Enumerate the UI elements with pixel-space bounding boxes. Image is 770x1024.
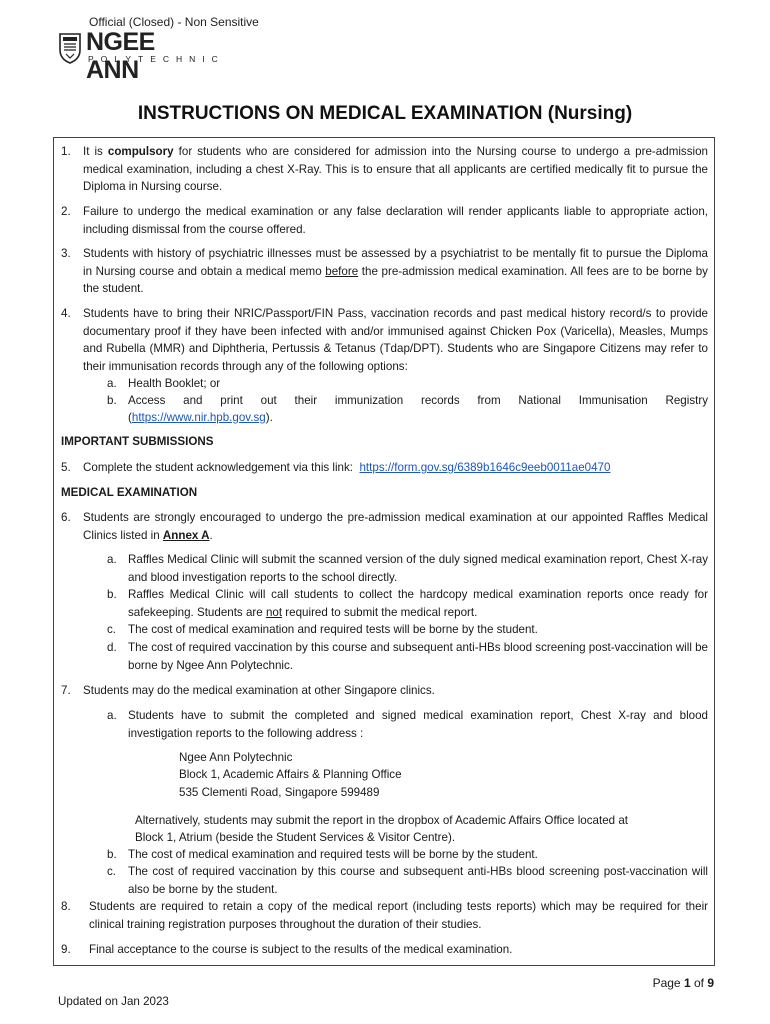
item-6b-label: b. (107, 588, 117, 601)
crest-icon (58, 32, 82, 64)
item-3-pre: Students with history of psychiatric illnesses must be assessed by a psychiatrist to be mentally fit to pursue the Diploma in Nursing course and obtain a medical memo (83, 247, 708, 278)
item-6d-text: The cost of required vaccination by this course and subsequent anti-HBs blood screening post-vaccination will be borne by Ngee Ann Polytechnic. (128, 641, 709, 672)
item-1-number: 1. (61, 145, 71, 158)
item-6d-label: d. (107, 641, 117, 654)
item-9-text: Final acceptance to the course is subject to the results of the medical examination. (89, 943, 513, 956)
item-7b-label: b. (107, 848, 117, 861)
alternative-line-2: Block 1, Atrium (beside the Student Services & Visitor Centre). (135, 831, 456, 844)
address-line-2: Block 1, Academic Affairs & Planning Office (179, 768, 402, 781)
item-1-pre: It is (83, 145, 108, 158)
logo-subtitle: POLYTECHNIC (88, 54, 225, 64)
item-8-text: Students are required to retain a copy of the medical report (including tests reports) which may be required for their clinical training registration purposes throughout the duration of their studies. (89, 900, 708, 931)
item-8-number: 8. (61, 900, 71, 913)
item-1-text (83, 143, 708, 196)
item-4b-text: Access and print out their immunization records from National Immunisation Registry (128, 394, 708, 407)
logo-name: NGEE ANN (86, 28, 155, 84)
item-3-underline: before (325, 264, 359, 278)
item-6-number: 6. (61, 511, 71, 524)
item-4a-label: a. (107, 377, 117, 390)
item-4b-open-paren: ( (128, 411, 132, 424)
item-3-post: the pre-admission medical examination. All fees are to be borne by the student. (83, 264, 708, 295)
page-current: 1 (683, 976, 691, 990)
item-7-text: Students may do the medical examination at other Singapore clinics. (83, 684, 435, 697)
page-of: of (690, 976, 708, 990)
item-4-number: 4. (61, 307, 71, 320)
item-6b-pre: Raffles Medical Clinic will call students to collect the hardcopy medical examination reports once ready for safekeeping. Students are (128, 588, 708, 619)
item-6-pre: Students are strongly encouraged to undergo the pre-admission medical examination at our appointed Raffles Medical Clinics listed in (83, 511, 708, 542)
item-7-number: 7. (61, 684, 71, 697)
page-title: INSTRUCTIONS ON MEDICAL EXAMINATION (Nursing) (137, 103, 633, 124)
item-4a-text: Health Booklet; or (128, 377, 221, 390)
ngee-ann-logo (58, 28, 225, 84)
item-7a-label: a. (107, 709, 117, 722)
item-6b-underline: not (265, 605, 283, 619)
annex-a-reference: Annex A (162, 528, 210, 542)
item-1-bold: compulsory (107, 145, 174, 158)
item-7a-text: Students have to submit the completed and signed medical examination report, Chest X-ray and blood investigation reports to the following address : (128, 709, 708, 740)
item-5-label: Complete the student acknowledgement via this link: (83, 461, 354, 474)
heading-important-submissions: IMPORTANT SUBMISSIONS (61, 435, 214, 448)
item-5-number: 5. (61, 461, 71, 474)
item-1-post: for students who are considered for admission into the Nursing course to undergo a pre-admission medical examination, including a chest X-Ray. This is to ensure that all applicants are certified medically fit to pursue the Diploma in Nursing course. (83, 145, 708, 193)
item-4-text: Students have to bring their NRIC/Passport/FIN Pass, vaccination records and past medical history record/s to provide documentary proof if they have been infected with and/or immunised against Chicken Pox (Varicella), Measles, Mumps and Rubella (MMR) and Diphtheria, Pertussis & Tetanus (Tdap/DPT). Students who are Singapore Citizens may refer to their immunisation records through any of the following options: (83, 307, 708, 373)
alternative-line-1: Alternatively, students may submit the report in the dropbox of Academic Affairs Office located at (135, 814, 628, 827)
nir-registry-link[interactable]: https://www.nir.hpb.gov.sg (131, 411, 266, 424)
item-6c-text: The cost of medical examination and required tests will be borne by the student. (128, 623, 538, 636)
item-6-text (83, 509, 708, 544)
item-4b-close-paren: ). (265, 411, 273, 424)
address-line-1: Ngee Ann Polytechnic (179, 751, 293, 764)
item-6a-label: a. (107, 553, 117, 566)
acknowledgement-form-link[interactable]: https://form.gov.sg/6389b1646c9eeb0011ae0470 (359, 461, 611, 474)
page-total: 9 (707, 976, 714, 990)
item-5-text (83, 459, 610, 477)
page-number (653, 976, 714, 990)
item-7c-label: c. (107, 865, 117, 878)
item-6-post: . (209, 528, 213, 542)
item-3-number: 3. (61, 247, 71, 260)
item-6b-text (128, 586, 708, 621)
classification-label: Official (Closed) - Non Sensitive (89, 15, 259, 29)
item-2-text: Failure to undergo the medical examination or any false declaration will render applicants liable to appropriate action, including dismissal from the course offered. (83, 205, 708, 236)
heading-medical-examination: MEDICAL EXAMINATION (61, 486, 198, 499)
updated-date: Updated on Jan 2023 (58, 995, 169, 1008)
item-9-number: 9. (61, 943, 71, 956)
address-line-3: 535 Clementi Road, Singapore 599489 (179, 786, 380, 799)
item-7c-text: The cost of required vaccination by this course and subsequent anti-HBs blood screening post-vaccination will also be borne by the student. (128, 865, 708, 896)
page-word: Page (652, 976, 684, 990)
item-7b-text: The cost of medical examination and required tests will be borne by the student. (128, 848, 538, 861)
item-4b-link-line (128, 409, 273, 427)
item-6b-post: required to submit the medical report. (282, 605, 478, 619)
item-6c-label: c. (107, 623, 117, 636)
item-3-text (83, 245, 708, 298)
item-6a-text: Raffles Medical Clinic will submit the scanned version of the duly signed medical examination report, Chest X-ray and blood investigation reports to the school directly. (128, 553, 708, 584)
item-4b-label: b. (107, 394, 117, 407)
item-2-number: 2. (61, 205, 71, 218)
